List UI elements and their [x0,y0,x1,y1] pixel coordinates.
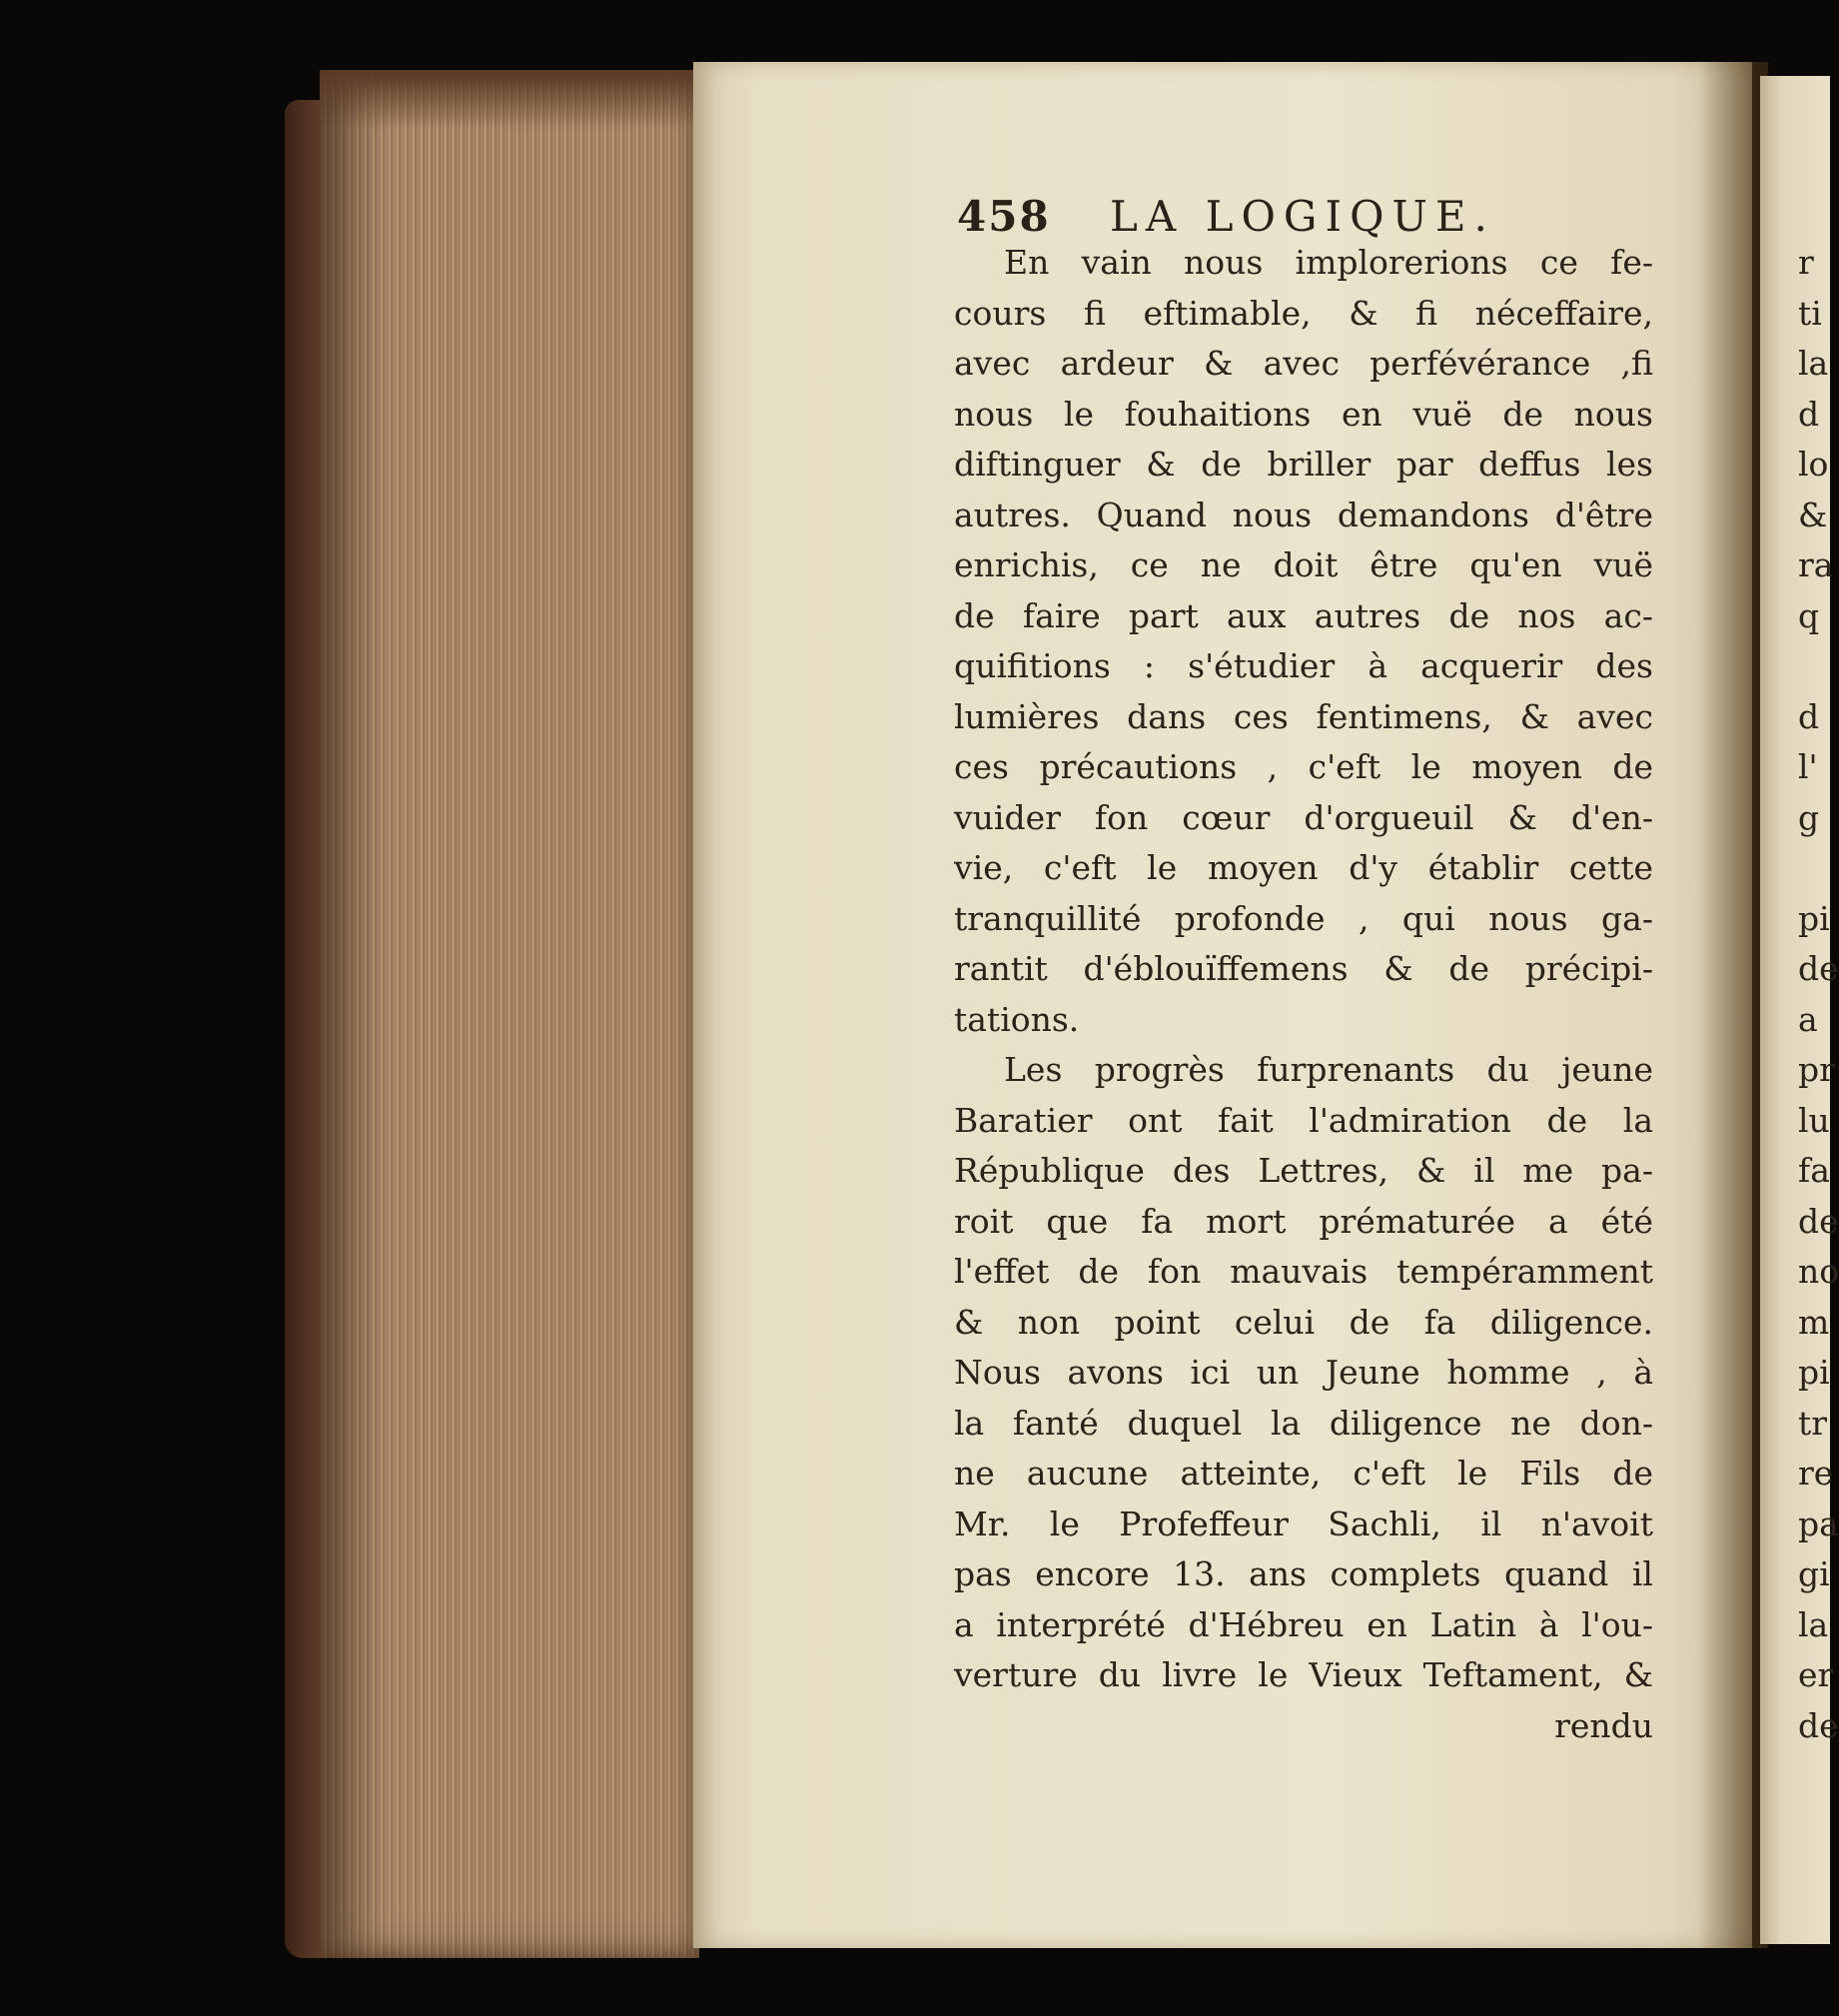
text-line: Nous avons ici un Jeune homme , à [954,1353,1653,1392]
text-line: En vain nous implorerions ce fe- [1004,243,1653,282]
fragment: pi [1798,898,1830,938]
fragment: re [1798,1454,1834,1493]
text-line: l'effet de fon mauvais tempéramment [954,1252,1653,1291]
text-line: avec ardeur & avec perfévérance ,fi [954,344,1653,383]
text-line: Mr. le Profeffeur Sachli, il n'avoit [954,1504,1653,1543]
running-header [957,192,1516,241]
paragraph-1 [954,238,1653,1045]
fragment: ti [1798,293,1822,333]
fragment: gi [1798,1554,1830,1593]
text-line: vie, c'eft le moyen d'y établir cette [954,848,1653,887]
text-line: vuider fon cœur d'orgueuil & d'en- [954,797,1653,837]
fragment: la [1798,1604,1829,1644]
paragraph-2 [954,1045,1653,1701]
fragment: pr [1798,1050,1835,1089]
page-number: 458 [957,192,1051,241]
text-line: tations. [954,999,1080,1039]
text-line: Les progrès furprenants du jeune [1004,1050,1653,1089]
fragment: m [1798,1302,1830,1342]
text-line: lumières dans ces fentimens, & avec [954,696,1653,736]
fragment: d [1798,696,1820,736]
gutter-shadow [1698,62,1768,1948]
fragment: pa [1798,1504,1839,1543]
text-line: pas encore 13. ans complets quand il [954,1554,1653,1593]
fragment: lu [1798,1100,1830,1140]
fragment: pi [1798,1353,1830,1392]
fragment: de [1798,949,1839,988]
running-title: LA LOGIQUE. [1110,192,1495,241]
fragment-gap [1798,641,1830,692]
text-line: rantit d'éblouïffemens & de précipi- [954,949,1653,988]
text-line: verture du livre le Vieux Teftament, & [954,1655,1653,1694]
fragment: er [1798,1655,1834,1694]
fragment: a [1798,999,1818,1039]
text-line: ces précautions , c'eft le moyen de [954,747,1653,786]
text-line: roit que fa mort prématurée a été [954,1201,1653,1241]
fragment: lo [1798,445,1829,484]
text-line: autres. Quand nous demandons d'être [954,495,1653,534]
text-line: Baratier ont fait l'admiration de la [954,1100,1653,1140]
text-line: cours fi eftimable, & fi néceffaire, [954,293,1653,333]
fragment: r [1798,243,1814,282]
fragment: de [1798,1201,1839,1241]
text-line: de faire part aux autres de nos ac- [954,595,1653,635]
page-text [954,238,1653,1751]
fragment: g [1798,797,1820,837]
text-line: diftinguer & de briller par deffus les [954,445,1653,484]
right-page-text-fragments [1798,238,1839,1751]
fragment: tr [1798,1403,1828,1443]
page-edges [320,70,699,1958]
fragment-gap [1798,843,1830,894]
fragment: de [1798,1705,1839,1745]
fragment: & [1798,495,1828,534]
text-line: & non point celui de fa diligence. [954,1302,1653,1342]
fragment: la [1798,344,1829,383]
text-line: la fanté duquel la diligence ne don- [954,1403,1653,1443]
text-line: République des Lettres, & il me pa- [954,1151,1653,1190]
fragment: fa [1798,1151,1830,1190]
catchword: rendu [1554,1705,1653,1745]
fragment: q [1798,595,1820,635]
text-line: a interprété d'Hébreu en Latin à l'ou- [954,1604,1653,1644]
fragment: ra [1798,545,1834,584]
text-line: ne aucune atteinte, c'eft le Fils de [954,1454,1653,1493]
fragment: no [1798,1252,1839,1291]
text-line: nous le fouhaitions en vuë de nous [954,394,1653,434]
text-line: quifitions : s'étudier à acquerir des [954,646,1653,685]
fragment: l' [1798,747,1818,786]
text-line: enrichis, ce ne doit être qu'en vuë [954,545,1653,584]
page-edges-shadow [320,70,699,130]
text-line: tranquillité profonde , qui nous ga- [954,898,1653,938]
fragment: d [1798,394,1820,434]
